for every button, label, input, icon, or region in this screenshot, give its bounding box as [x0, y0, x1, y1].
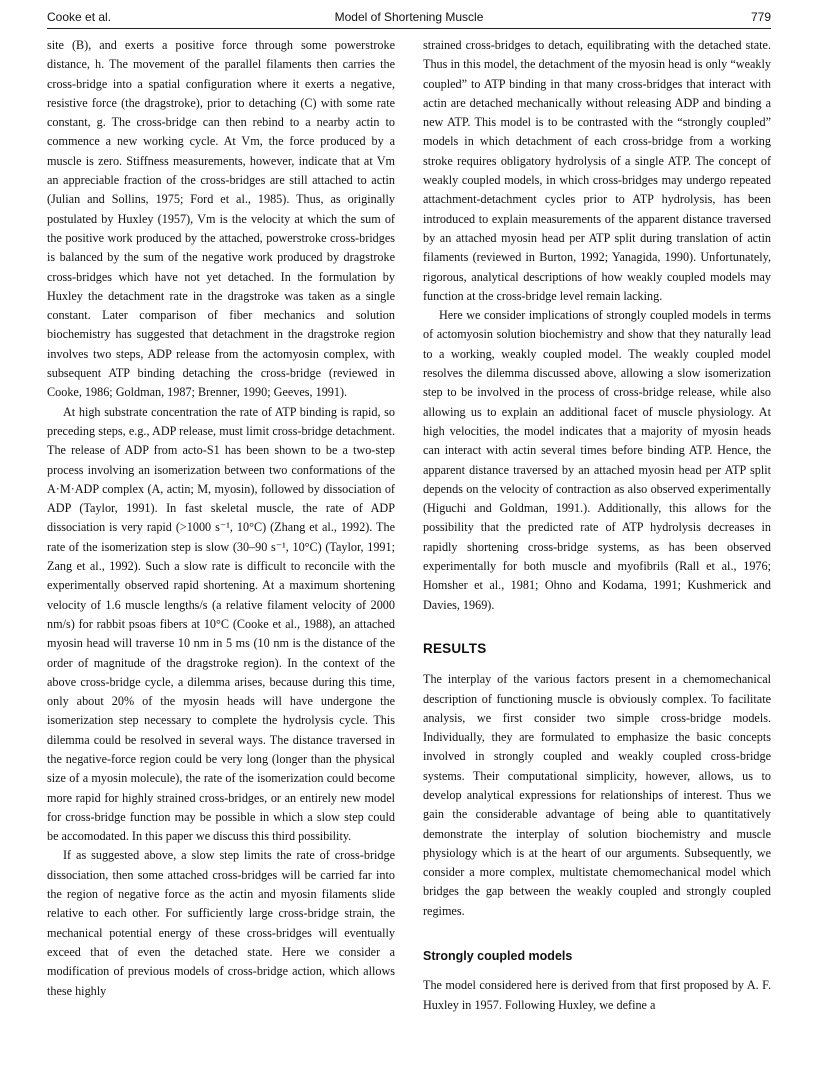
paragraph: Here we consider implications of strongly coupled models in terms of actomyosin solution biochemistry and show that they naturally lead to a working, weakly coupled model. The weakly coupled model resolves the dilemma discussed above, allowing a slow isomerization step to be involved in the process of cross-bridge release, while also allowing us to explain an additional facet of muscle physiology. At high velocities, the model indicates that a majority of myosin heads can interact with actin several times before binding ATP. Hence, the apparent distance traversed by an attached myosin head per ATP split depends on the velocity of contraction as also observed experimentally (Higuchi and Goldman, 1991.). Additionally, this allows for the possibility that the predicted rate of ATP hydrolysis decreases in rapidly shortening cross-bridge systems, as has been observed experimentally for both muscle and myofibrils (Rall et al., 1976; Homsher et al., 1981; Ohno and Kodama, 1991; Kushmerick and Davies, 1969). — [423, 308, 771, 612]
page-number: 779 — [750, 10, 771, 24]
paragraph: The model considered here is derived from that first proposed by A. F. Huxley in 1957. Following Huxley, we define a — [423, 978, 771, 1012]
paragraph: site (B), and exerts a positive force through some powerstroke distance, h. The movement of the parallel filaments then carries the cross-bridge into a spatial configuration where it exerts a negative, resistive force (the dragstroke), prior to detaching (C) with some rate constant, g. The cross-bridge can then rebind to a nearby actin to commence a new working cycle. At Vm, the force produced by a muscle is zero. Stiffness measurements, however, indicate that at Vm an appreciable fraction of the cross-bridges are still attached to actin (Julian and Sollins, 1975; Ford et al., 1985). Thus, as originally postulated by Huxley (1957), Vm is the velocity at which the sum of the positive work produced by the attached, powerstroke cross-bridges is balanced by the sum of the negative work produced by dragstroke cross-bridges which have not yet detached. In the formulation by Huxley the detachment rate in the dragstroke was taken as a single constant. Later comparison of fiber mechanics and solution biochemistry has suggested that detachment in the dragstroke region involves two steps, ADP release from the actomyosin complex, with subsequent ATP binding detaching the cross-bridge (reviewed in Cooke, 1986; Goldman, 1987; Brenner, 1990; Geeves, 1991). — [47, 38, 395, 400]
paragraph: The interplay of the various factors present in a chemomechanical description of functioning muscle is obviously complex. To facilitate analysis, we first consider two simple cross-bridge models. Individually, they are formulated to emphasize the basic concepts involved in strongly coupled and weakly coupled cross-bridge systems. Their computational simplicity, however, allows, us to develop analytical expressions for relationships of interest. Thus we gain the considerable advantage of being able to quantitatively demonstrate the interplay of solution biochemistry and muscle physiology which is at the heart of our arguments. Subsequently, we consider a more complex, multistate chemomechanical model which bridges the gap between the weakly coupled and strongly coupled regimes. — [423, 672, 771, 918]
paragraph: strained cross-bridges to detach, equilibrating with the detached state. Thus in this model, the detachment of the myosin head is only “weakly coupled” to ATP binding in that many cross-bridges that interact with actin are detached mechanically without releasing ADP and binding a new ATP. This model is to be contrasted with the “strongly coupled” models in which detachment of each cross-bridge from a working stroke requires obligatory hydrolysis of a single ATP. The concept of weakly coupled models, in which cross-bridges may undergo repeated attachment-detachment cycles prior to ATP hydrolysis, has been introduced to explain measurements of the apparent distance traversed by an attached myosin head per ATP split during translation of actin filaments (reviewed in Burton, 1992; Yanagida, 1990). Unfortunately, rigorous, analytical descriptions of how weakly coupled models may function at the cross-bridge level remain lacking. — [423, 38, 771, 303]
header-divider — [47, 28, 771, 29]
paragraph: If as suggested above, a slow step limits the rate of cross-bridge dissociation, then some attached cross-bridges will be carried far into the region of negative force as the actin and myosin filaments slide relative to each other. For sufficiently large cross-bridge strain, the mechanical potential energy of these cross-bridges will eventually exceed that of even the detached state. Here we consider a modification of previous models of cross-bridge action, which allows these highly — [47, 848, 395, 998]
running-header-authors: Cooke et al. — [47, 10, 112, 24]
section-heading-results: RESULTS — [423, 640, 487, 656]
right-column — [423, 36, 771, 1015]
paragraph: At high substrate concentration the rate of ATP binding is rapid, so preceding steps, e.g., ADP release, must limit cross-bridge detachment. The release of ADP from acto-S1 has been shown to be a two-step process involving an isomerization between two conformations of the A·M·ADP complex (A, actin; M, myosin), followed by dissociation of ADP (Taylor, 1991). In fast skeletal muscle, the rate of ADP dissociation is very rapid (>1000 s⁻¹, 10°C) (Zhang et al., 1992). The rate of the isomerization step is slow (30–90 s⁻¹, 10°C) (Taylor, 1991; Zang et al., 1992). Such a slow rate is difficult to reconcile with the experimentally observed rapid shortening. At a maximum shortening velocity of 1.6 muscle lengths/s (a relative filament velocity of 2000 nm/s) for rabbit psoas fibers at 10°C (Cooke et al., 1988), an attached myosin head will traverse 10 nm in 5 ms (10 nm is the distance of the order of magnitude of the dragstroke region). In the context of the above cross-bridge cycle, a dilemma arises, because during this time, only about 20% of the myosin heads will have undergone the isomerization step necessary to complete the hydrolysis cycle. This dilemma could be resolved in several ways. The distance traversed in the negative-force region could be very long (longer than the physical size of a myosin molecule), the rate of the isomerization could become more rapid for highly strained cross-bridges, or an entirely new model for cross-bridge function may be possible in which a slow step could be accomodated. In this paper we discuss this third possibility. — [47, 404, 395, 844]
running-header — [47, 6, 771, 28]
left-column — [47, 36, 395, 1001]
subsection-heading: Strongly coupled models — [423, 949, 573, 964]
running-header-title: Model of Shortening Muscle — [334, 10, 484, 24]
